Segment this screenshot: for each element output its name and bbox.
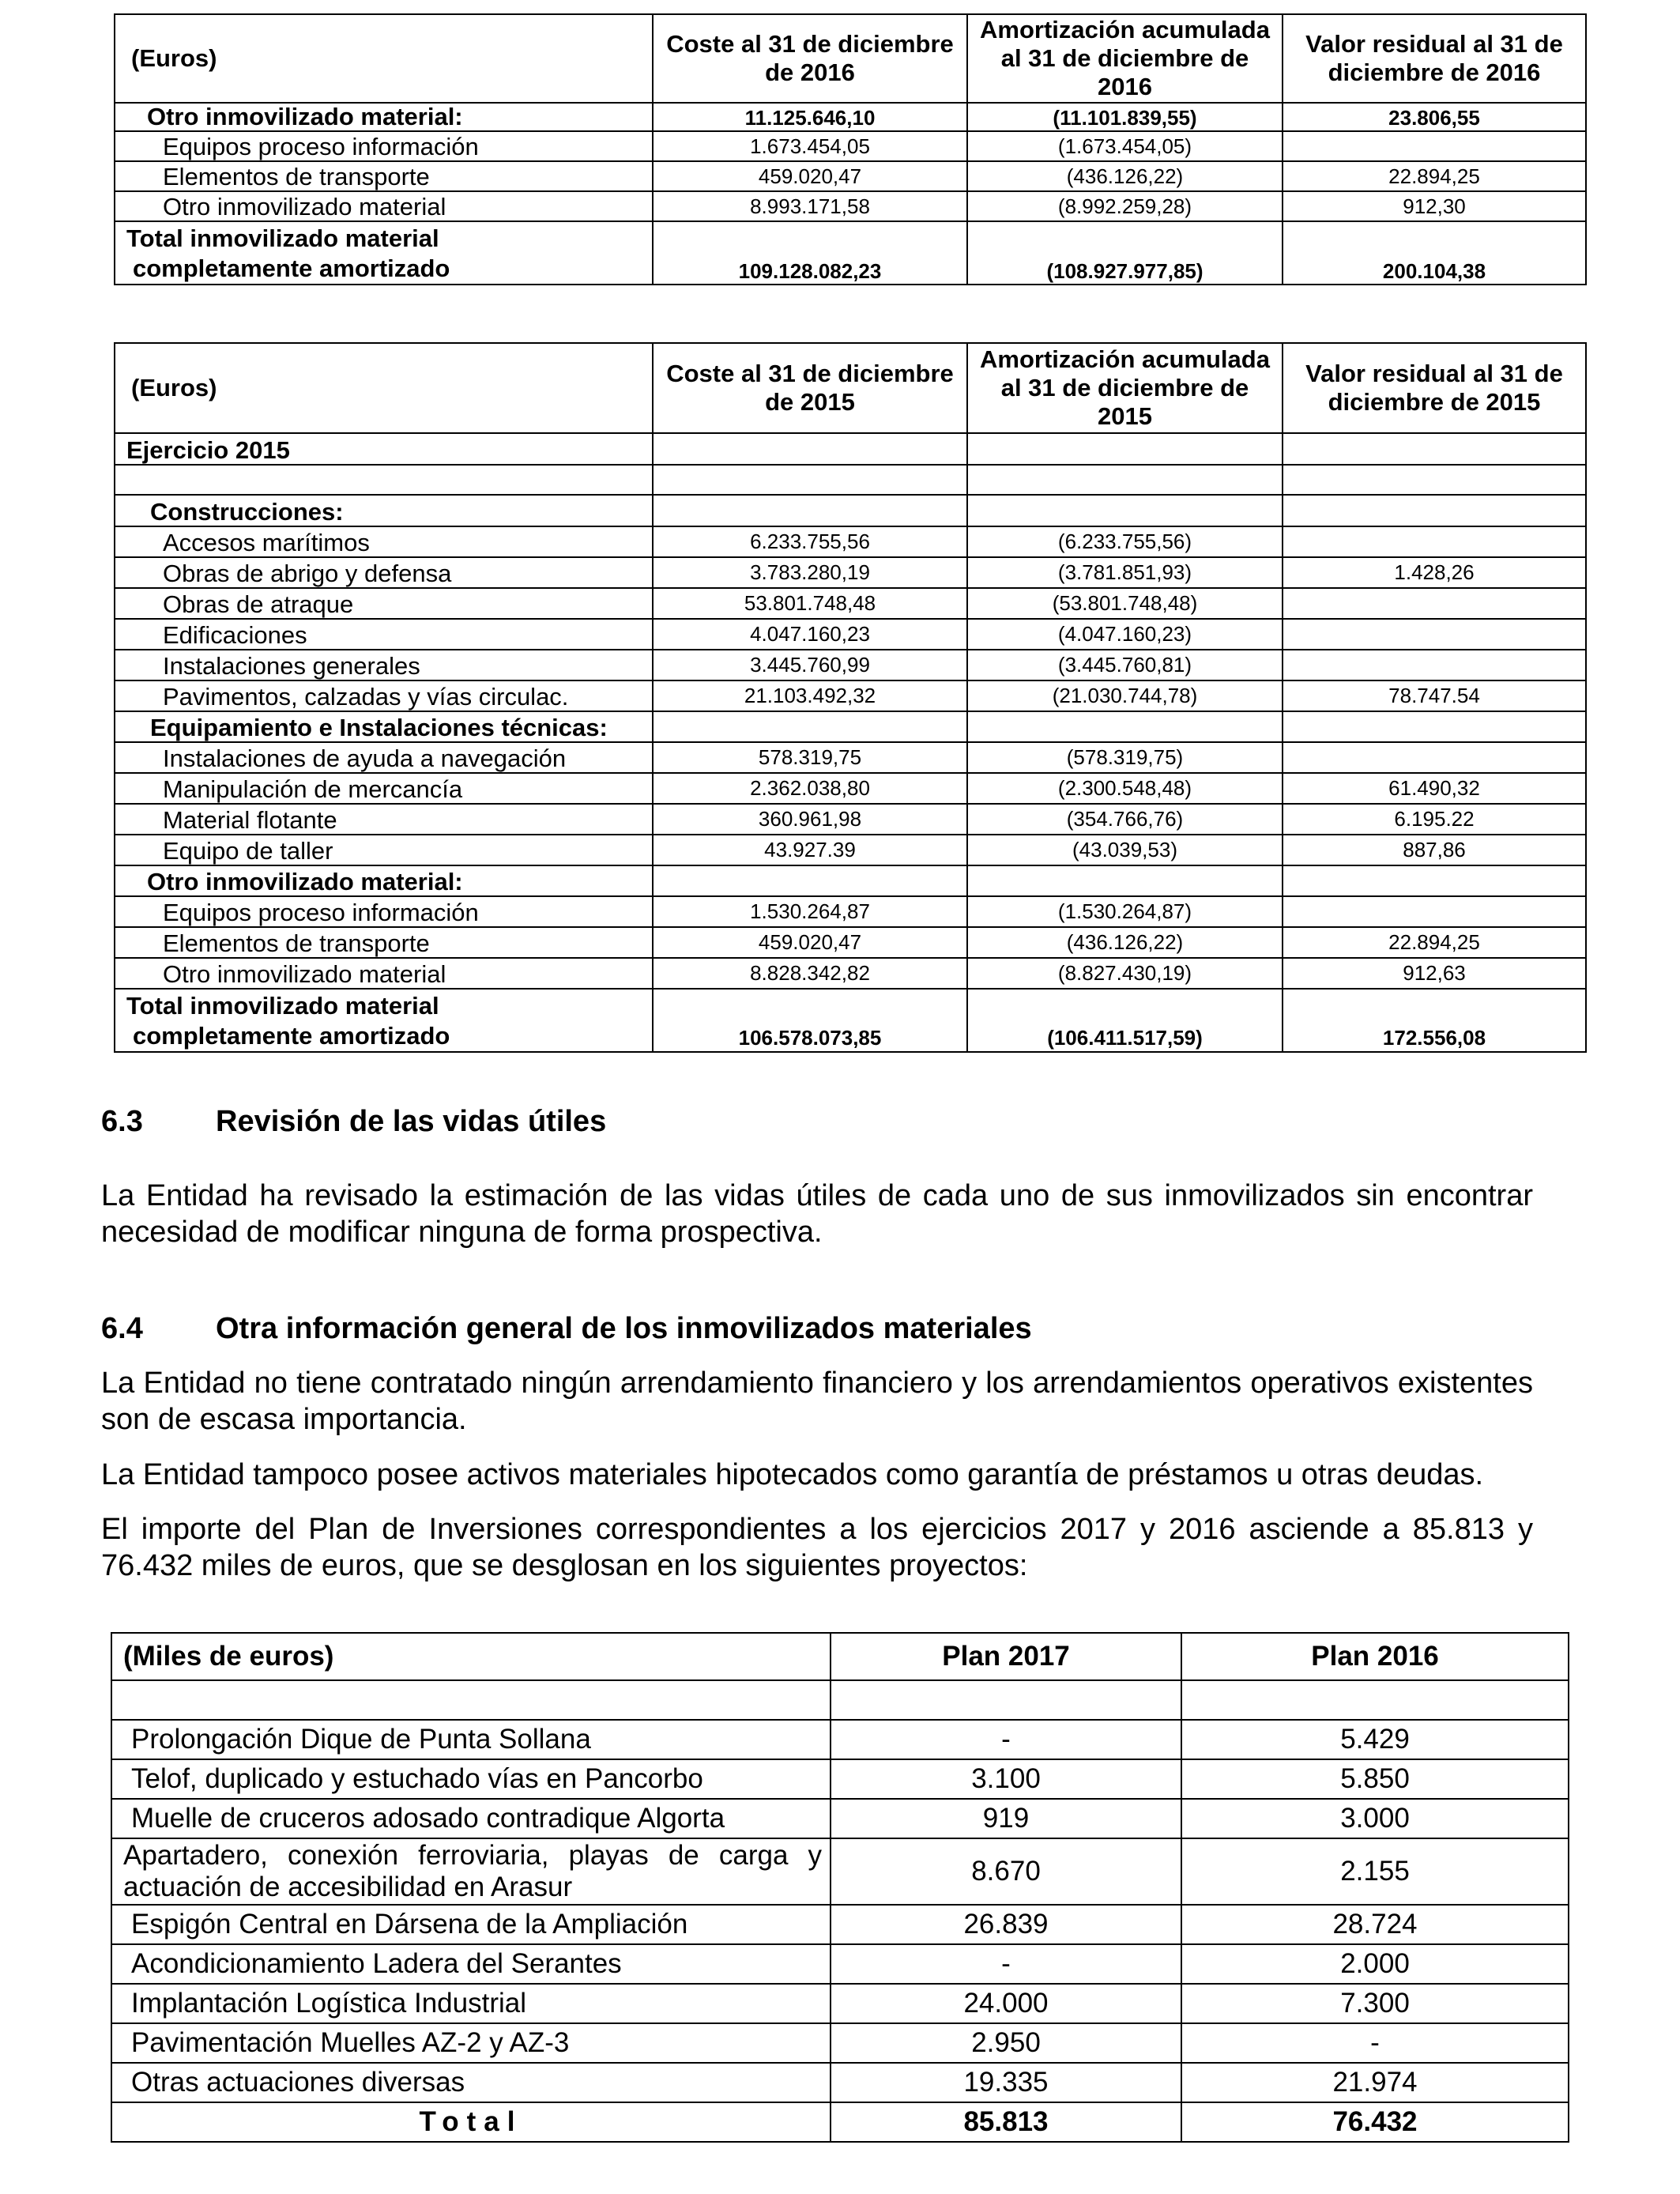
table-row	[115, 588, 1586, 619]
col-header-cost: Coste al 31 de diciembre de 2015	[653, 343, 967, 433]
plan-2016-cell: 5.850	[1181, 1759, 1569, 1799]
row-label: Otro inmovilizado material	[115, 958, 653, 989]
total-residual: 172.556,08	[1283, 989, 1586, 1052]
residual-cell	[1283, 619, 1586, 650]
residual-cell	[1283, 896, 1586, 927]
row-label: Elementos de transporte	[115, 161, 653, 191]
row-label: Edificaciones	[115, 619, 653, 650]
plan-2017-cell: 2.950	[831, 2023, 1181, 2063]
row-label: Apartadero, conexión ferroviaria, playas de carga y actuación de accesibilidad en Arasur	[111, 1838, 831, 1905]
cost-cell: 6.233.755,56	[653, 526, 967, 557]
table-row	[115, 742, 1586, 773]
col-header-residual: Valor residual al 31 de diciembre de 2015	[1283, 343, 1586, 433]
row-label: Equipos proceso información	[115, 131, 653, 161]
plan-2016-cell: 7.300	[1181, 1984, 1569, 2023]
row-label: Equipos proceso información	[115, 896, 653, 927]
plan-2017-cell: 8.670	[831, 1838, 1181, 1905]
total-cost: 109.128.082,23	[653, 221, 967, 285]
col-header-plan-2017: Plan 2017	[831, 1633, 1181, 1680]
ejercicio-row	[115, 433, 1586, 465]
table-row	[111, 2063, 1569, 2102]
plan-2016-cell: 28.724	[1181, 1905, 1569, 1944]
table-row	[111, 1720, 1569, 1759]
table-row	[115, 804, 1586, 835]
table-row	[115, 619, 1586, 650]
cost-cell: 1.530.264,87	[653, 896, 967, 927]
table-row	[111, 1799, 1569, 1838]
plan-2016-cell: 5.429	[1181, 1720, 1569, 1759]
row-label: Obras de atraque	[115, 588, 653, 619]
paragraph: La Entidad tampoco posee activos materiales hipotecados como garantía de préstamos u otras deudas.	[101, 1458, 1484, 1491]
amort-cell	[967, 711, 1283, 742]
col-header-label: (Euros)	[115, 343, 653, 433]
table-row	[115, 650, 1586, 680]
col-header-plan-2016: Plan 2016	[1181, 1633, 1569, 1680]
cost-cell: 8.993.171,58	[653, 191, 967, 221]
plan-2016-cell: 2.155	[1181, 1838, 1569, 1905]
cost-cell: 3.783.280,19	[653, 557, 967, 588]
section-title: Revisión de las vidas útiles	[216, 1105, 607, 1138]
row-label: Equipamiento e Instalaciones técnicas:	[115, 711, 653, 742]
cost-cell: 459.020,47	[653, 161, 967, 191]
table-row	[115, 680, 1586, 711]
amort-cell: (436.126,22)	[967, 161, 1283, 191]
amort-cell: (1.673.454,05)	[967, 131, 1283, 161]
residual-cell	[1283, 526, 1586, 557]
total-residual: 200.104,38	[1283, 221, 1586, 285]
residual-cell: 23.806,55	[1283, 103, 1586, 131]
cost-cell: 53.801.748,48	[653, 588, 967, 619]
cost-cell: 2.362.038,80	[653, 773, 967, 804]
table-row	[115, 835, 1586, 865]
cost-cell	[653, 711, 967, 742]
row-label: Acondicionamiento Ladera del Serantes	[111, 1944, 831, 1984]
total-row	[115, 221, 1586, 285]
section-heading-6-3	[101, 1105, 1365, 1143]
residual-cell	[1283, 131, 1586, 161]
cost-cell	[653, 865, 967, 896]
table-row	[115, 131, 1586, 161]
residual-cell	[1283, 650, 1586, 680]
cost-cell: 43.927.39	[653, 835, 967, 865]
residual-cell	[1283, 711, 1586, 742]
paragraph: La Entidad no tiene contratado ningún arrendamiento financiero y los arrendamientos operativos existentes son de escasa importancia.	[101, 1367, 1533, 1436]
amort-cell: (43.039,53)	[967, 835, 1283, 865]
table-plan-inversiones	[111, 1632, 1569, 2143]
section-number: 6.4	[101, 1312, 143, 1345]
paragraph: El importe del Plan de Inversiones correspondientes a los ejercicios 2017 y 2016 asciende a 85.813 y 76.432 miles de euros, que se desglosan en los siguientes proyectos:	[101, 1513, 1533, 1582]
ejercicio-label: Ejercicio 2015	[115, 433, 653, 465]
residual-cell: 912,63	[1283, 958, 1586, 989]
plan-2016-cell: 2.000	[1181, 1944, 1569, 1984]
total-row	[111, 2102, 1569, 2142]
table-2015	[114, 342, 1587, 1053]
amort-cell	[967, 495, 1283, 526]
table-row	[111, 1759, 1569, 1799]
cost-cell: 459.020,47	[653, 927, 967, 958]
cost-cell: 4.047.160,23	[653, 619, 967, 650]
total-label-line-2: completamente amortizado	[133, 254, 450, 283]
residual-cell	[1283, 865, 1586, 896]
amort-cell: (6.233.755,56)	[967, 526, 1283, 557]
table-row	[115, 958, 1586, 989]
table-row	[115, 927, 1586, 958]
amort-cell: (2.300.548,48)	[967, 773, 1283, 804]
residual-cell	[1283, 495, 1586, 526]
section-title: Otra información general de los inmovilizados materiales	[216, 1312, 1032, 1345]
row-label: Otro inmovilizado material:	[115, 103, 653, 131]
table-row	[115, 865, 1586, 896]
total-row	[115, 989, 1586, 1052]
row-label: Manipulación de mercancía	[115, 773, 653, 804]
col-header-label: (Miles de euros)	[111, 1633, 831, 1680]
plan-2017-cell: 919	[831, 1799, 1181, 1838]
amort-cell: (578.319,75)	[967, 742, 1283, 773]
row-label: Material flotante	[115, 804, 653, 835]
blank-row	[115, 465, 1586, 495]
row-label: Otro inmovilizado material	[115, 191, 653, 221]
row-label: Prolongación Dique de Punta Sollana	[111, 1720, 831, 1759]
total-amort: (108.927.977,85)	[967, 221, 1283, 285]
amort-cell: (436.126,22)	[967, 927, 1283, 958]
residual-cell: 1.428,26	[1283, 557, 1586, 588]
amort-cell: (8.827.430,19)	[967, 958, 1283, 989]
amort-cell: (4.047.160,23)	[967, 619, 1283, 650]
row-label: Construcciones:	[115, 495, 653, 526]
cost-cell: 3.445.760,99	[653, 650, 967, 680]
row-label: Pavimentos, calzadas y vías circulac.	[115, 680, 653, 711]
table-row	[115, 103, 1586, 131]
amort-cell	[967, 865, 1283, 896]
row-label: Elementos de transporte	[115, 927, 653, 958]
paragraph: La Entidad ha revisado la estimación de las vidas útiles de cada uno de sus inmovilizados sin encontrar necesidad de modificar ninguna de forma prospectiva.	[101, 1179, 1533, 1249]
row-label: Instalaciones generales	[115, 650, 653, 680]
table-row	[111, 1838, 1569, 1905]
residual-cell: 22.894,25	[1283, 161, 1586, 191]
col-header-label: (Euros)	[115, 14, 653, 103]
total-label-line-1: Total inmovilizado material	[126, 224, 439, 253]
total-cost: 106.578.073,85	[653, 989, 967, 1052]
table-row	[115, 773, 1586, 804]
row-label: Otras actuaciones diversas	[111, 2063, 831, 2102]
cost-cell: 11.125.646,10	[653, 103, 967, 131]
total-amort: (106.411.517,59)	[967, 989, 1283, 1052]
amort-cell: (1.530.264,87)	[967, 896, 1283, 927]
row-label: Accesos marítimos	[115, 526, 653, 557]
table-row	[115, 896, 1586, 927]
cost-cell: 1.673.454,05	[653, 131, 967, 161]
table-row	[115, 495, 1586, 526]
table-row	[111, 1984, 1569, 2023]
total-plan-2016: 76.432	[1181, 2102, 1569, 2142]
cost-cell	[653, 495, 967, 526]
amort-cell: (53.801.748,48)	[967, 588, 1283, 619]
table-header-row	[115, 343, 1586, 433]
residual-cell	[1283, 742, 1586, 773]
total-plan-2017: 85.813	[831, 2102, 1181, 2142]
table-row	[111, 2023, 1569, 2063]
amort-cell: (11.101.839,55)	[967, 103, 1283, 131]
residual-cell	[1283, 588, 1586, 619]
plan-2017-cell: 19.335	[831, 2063, 1181, 2102]
plan-2016-cell: 3.000	[1181, 1799, 1569, 1838]
total-label	[115, 989, 653, 1052]
amort-cell: (354.766,76)	[967, 804, 1283, 835]
table-2016	[114, 13, 1587, 285]
table-row	[115, 711, 1586, 742]
cost-cell: 360.961,98	[653, 804, 967, 835]
row-label: Espigón Central en Dársena de la Ampliación	[111, 1905, 831, 1944]
residual-cell: 22.894,25	[1283, 927, 1586, 958]
row-label: Pavimentación Muelles AZ-2 y AZ-3	[111, 2023, 831, 2063]
residual-cell: 6.195.22	[1283, 804, 1586, 835]
residual-cell: 61.490,32	[1283, 773, 1586, 804]
residual-cell: 912,30	[1283, 191, 1586, 221]
row-label: Telof, duplicado y estuchado vías en Pancorbo	[111, 1759, 831, 1799]
plan-2016-cell: 21.974	[1181, 2063, 1569, 2102]
cost-cell: 578.319,75	[653, 742, 967, 773]
plan-2016-cell: -	[1181, 2023, 1569, 2063]
residual-cell: 78.747.54	[1283, 680, 1586, 711]
table-row	[115, 161, 1586, 191]
section-number: 6.3	[101, 1105, 143, 1138]
total-label	[115, 221, 653, 285]
plan-2017-cell: 26.839	[831, 1905, 1181, 1944]
amort-cell: (21.030.744,78)	[967, 680, 1283, 711]
table-header-row	[111, 1633, 1569, 1680]
table-row	[115, 191, 1586, 221]
col-header-amort: Amortización acumulada al 31 de diciembre de 2015	[967, 343, 1283, 433]
blank-row	[111, 1680, 1569, 1720]
plan-2017-cell: 24.000	[831, 1984, 1181, 2023]
section-heading-6-4	[101, 1312, 1445, 1350]
table-header-row	[115, 14, 1586, 103]
amort-cell: (3.781.851,93)	[967, 557, 1283, 588]
amort-cell: (8.992.259,28)	[967, 191, 1283, 221]
col-header-cost: Coste al 31 de diciembre de 2016	[653, 14, 967, 103]
residual-cell: 887,86	[1283, 835, 1586, 865]
plan-2017-cell: -	[831, 1944, 1181, 1984]
table-row	[111, 1905, 1569, 1944]
row-label: Equipo de taller	[115, 835, 653, 865]
plan-2017-cell: -	[831, 1720, 1181, 1759]
cost-cell: 21.103.492,32	[653, 680, 967, 711]
amort-cell: (3.445.760,81)	[967, 650, 1283, 680]
row-label: Muelle de cruceros adosado contradique Algorta	[111, 1799, 831, 1838]
row-label: Obras de abrigo y defensa	[115, 557, 653, 588]
plan-2017-cell: 3.100	[831, 1759, 1181, 1799]
row-label: Implantación Logística Industrial	[111, 1984, 831, 2023]
table-row	[111, 1944, 1569, 1984]
table-row	[115, 557, 1586, 588]
total-label-line-2: completamente amortizado	[133, 1022, 450, 1050]
col-header-residual: Valor residual al 31 de diciembre de 2016	[1283, 14, 1586, 103]
cost-cell: 8.828.342,82	[653, 958, 967, 989]
row-label: Instalaciones de ayuda a navegación	[115, 742, 653, 773]
total-label-line-1: Total inmovilizado material	[126, 992, 439, 1020]
row-label: Otro inmovilizado material:	[115, 865, 653, 896]
total-label: Total	[111, 2102, 831, 2142]
col-header-amort: Amortización acumulada al 31 de diciembre de 2016	[967, 14, 1283, 103]
table-row	[115, 526, 1586, 557]
